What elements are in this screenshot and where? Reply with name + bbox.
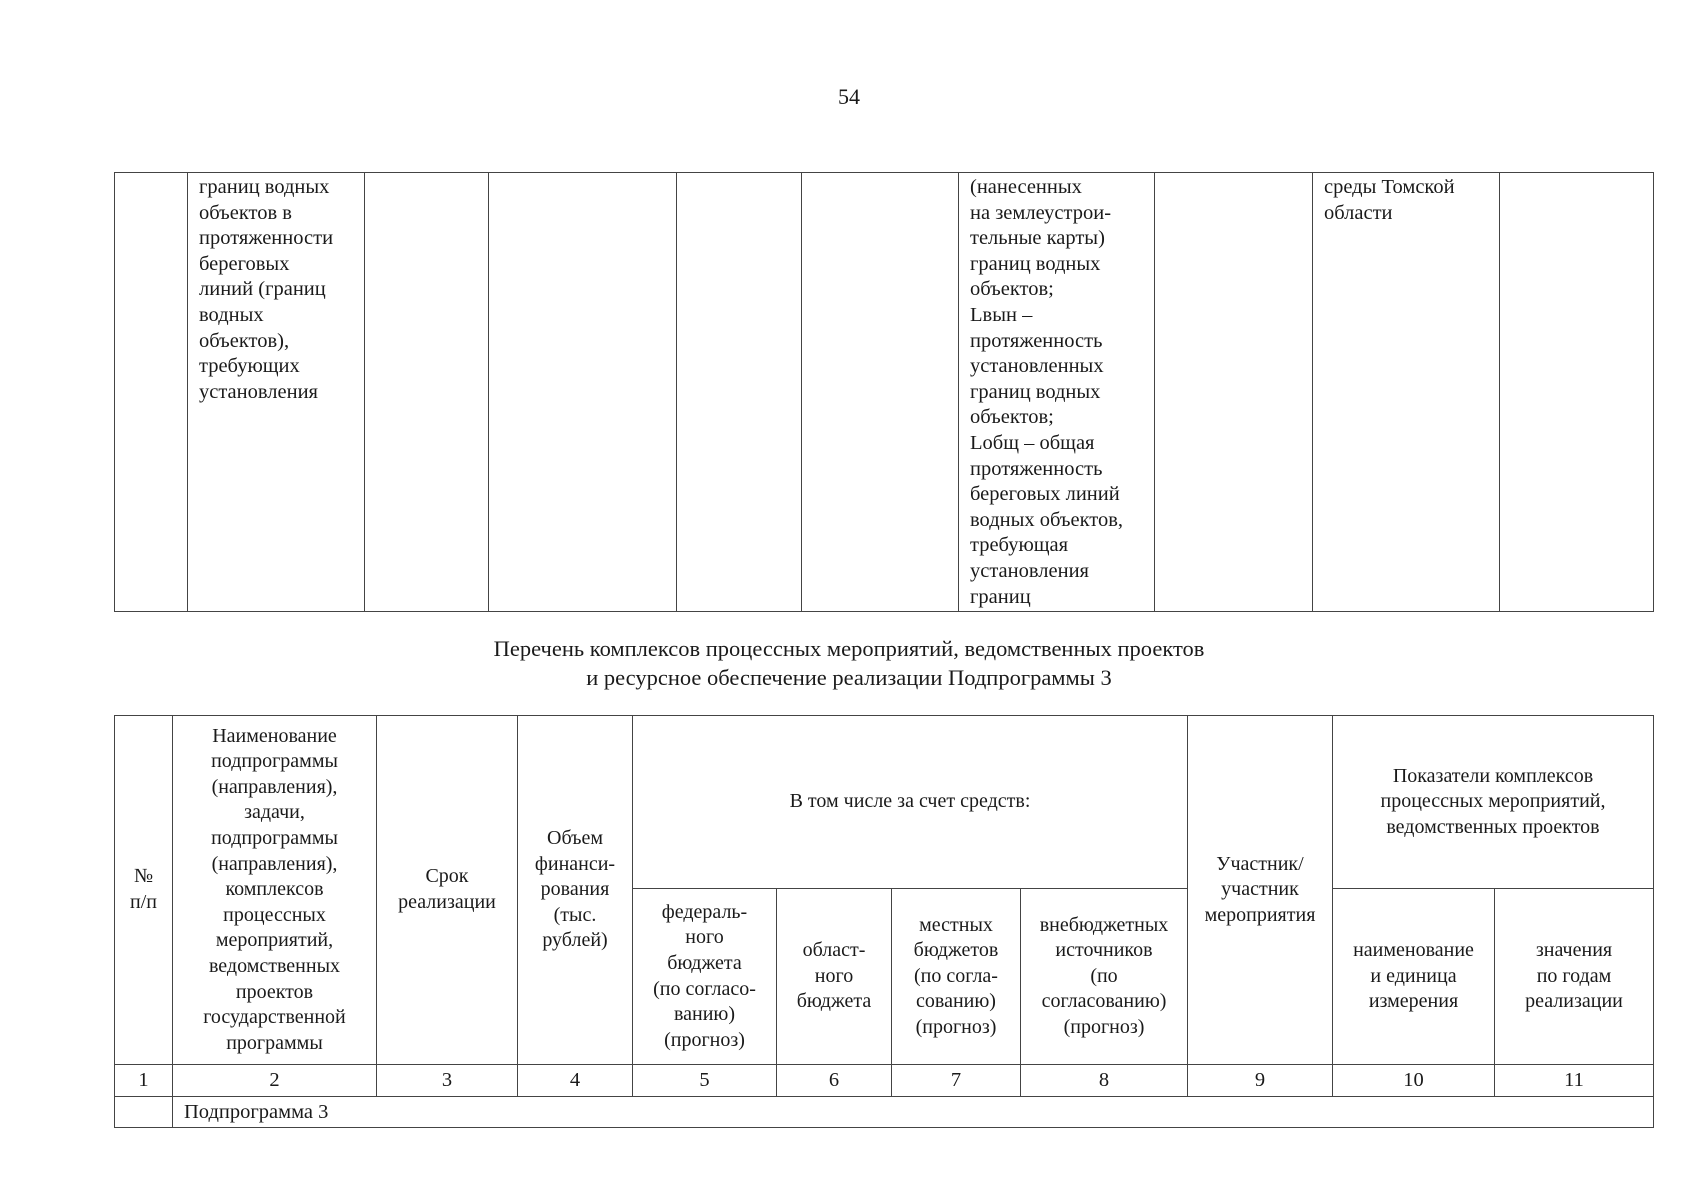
column-number: 3 [377,1065,518,1097]
column-number: 11 [1495,1065,1654,1097]
header-regional-budget: област- ного бюджета [777,889,892,1065]
column-number: 10 [1333,1065,1495,1097]
header-funding-sources: В том числе за счет средств: [633,716,1188,889]
table-row [115,173,1654,612]
table-cell: (нанесенных на землеустрои- тельные карты) границ водных объектов; Lвын – протяженность установленных границ водных объектов; Lобщ – общая протяженность береговых линий водных объектов, требующая установления границ [959,173,1155,612]
table-cell [489,173,677,612]
subprogram-row [115,1097,1654,1128]
page-number: 54 [838,84,860,109]
section-title-line1: Перечень комплексов процессных мероприятий, ведомственных проектов [493,636,1205,661]
subprogram-resources-table [114,715,1654,1128]
header-name: Наименование подпрограммы (направления), задачи, подпрограммы (направления), комплексов процессных мероприятий, ведомственных проектов государственной программы [173,716,377,1065]
column-number: 8 [1021,1065,1188,1097]
table-cell [677,173,802,612]
header-extrabudgetary: внебюджетных источников (по согласованию) (прогноз) [1021,889,1188,1065]
column-number: 9 [1188,1065,1333,1097]
header-federal-budget: федераль- ного бюджета (по согласо- ванию) (прогноз) [633,889,777,1065]
header-funding-volume: Объем финанси- рования (тыс. рублей) [518,716,633,1065]
column-number: 1 [115,1065,173,1097]
table-cell: границ водных объектов в протяженности береговых линий (границ водных объектов), требующих установления [188,173,365,612]
table-cell [1500,173,1654,612]
header-participant: Участник/ участник мероприятия [1188,716,1333,1065]
table-cell [802,173,959,612]
column-number: 4 [518,1065,633,1097]
continued-indicators-table [114,172,1654,612]
header-indicator-values: значения по годам реализации [1495,889,1654,1065]
table-cell [115,1097,173,1128]
header-period: Срок реализации [377,716,518,1065]
header-indicators: Показатели комплексов процессных мероприятий, ведомственных проектов [1333,716,1654,889]
table-cell [1155,173,1313,612]
table-cell [365,173,489,612]
section-title-line2: и ресурсное обеспечение реализации Подпрограммы 3 [586,665,1112,690]
table-cell: среды Томской области [1313,173,1500,612]
column-number: 7 [892,1065,1021,1097]
header-row-number: № п/п [115,716,173,1065]
table-cell [115,173,188,612]
header-indicator-name-unit: наименование и единица измерения [1333,889,1495,1065]
column-number: 6 [777,1065,892,1097]
header-row [115,716,1654,889]
column-number-row [115,1065,1654,1097]
subprogram-label: Подпрограмма 3 [173,1097,1654,1128]
section-title [0,634,1698,692]
column-number: 2 [173,1065,377,1097]
header-local-budgets: местных бюджетов (по согла- сованию) (прогноз) [892,889,1021,1065]
column-number: 5 [633,1065,777,1097]
